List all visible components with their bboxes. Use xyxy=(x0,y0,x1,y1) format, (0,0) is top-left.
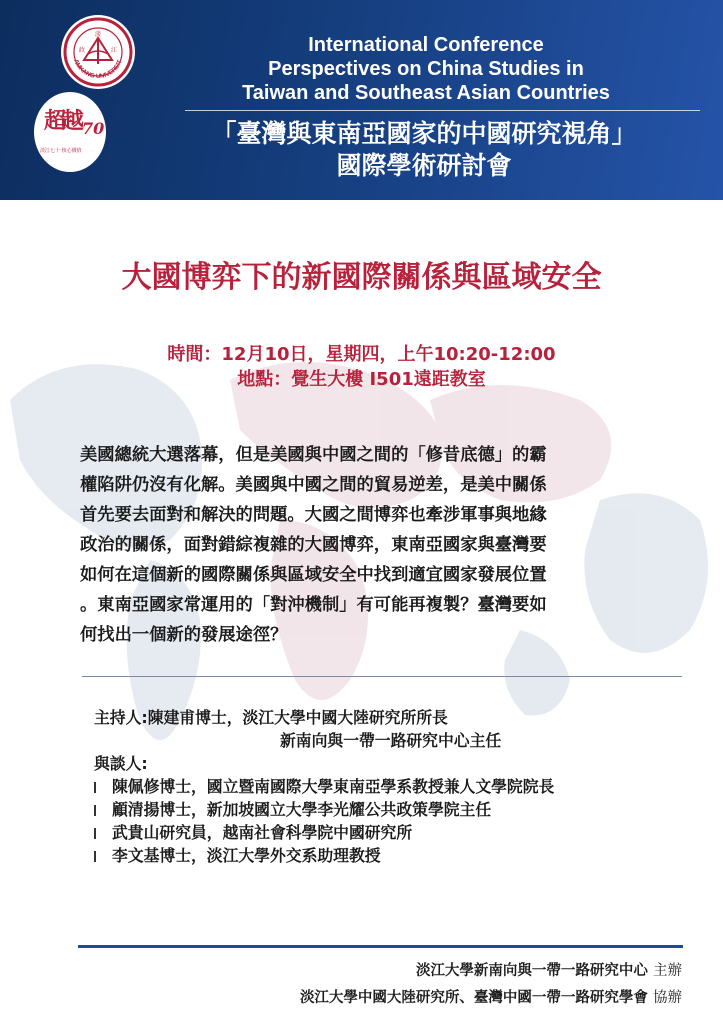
host-line-2: 新南向與一帶一路研究中心主任 xyxy=(280,731,502,750)
chinese-title-line: 國際學術研討會 xyxy=(336,151,512,180)
event-title: 大國博弈下的新國際關係與區域安全 xyxy=(121,260,602,295)
anniv-number: 70 xyxy=(82,119,105,138)
abstract-line: 首先要去面對和解決的問題。大國之間博弈也牽涉軍事與地緣 xyxy=(80,505,547,525)
event-place: 地點：覺生大樓 I501遠距教室 xyxy=(237,369,486,390)
panelist-name: 武貴山研究員，越南社會科學院中國研究所 xyxy=(112,823,413,842)
abstract-line: 何找出一個新的發展途徑？ xyxy=(80,625,288,645)
host-line: 主持人:陳建甫博士，淡江大學中國大陸研究所所長 xyxy=(94,708,448,727)
logo-center-char: 淡 xyxy=(95,31,102,38)
panelist-name: 李文基博士，淡江大學外交系助理教授 xyxy=(112,846,381,865)
abstract-line: 如何在這個新的國際關係與區域安全中找到適宜國家發展位置 xyxy=(80,565,547,585)
panelist-item xyxy=(94,798,694,821)
chinese-title-line: 「臺灣與東南亞國家的中國研究視角」 xyxy=(211,119,637,148)
abstract-paragraph xyxy=(80,440,670,650)
bullet-bar xyxy=(94,805,96,816)
english-title-line: Taiwan and Southeast Asian Countries xyxy=(242,82,610,104)
chinese-title xyxy=(170,118,678,182)
co-organizer-name: 淡江大學中國大陸研究所、臺灣中國一帶一路研究學會 xyxy=(299,990,648,1006)
bullet-bar xyxy=(94,782,96,793)
header-banner xyxy=(0,0,723,200)
panel-heading: 與談人: xyxy=(94,754,148,773)
anniv-chars: 超越 xyxy=(44,108,81,134)
panelist-item xyxy=(94,821,694,844)
anniv-subtitle: 淡江七十‧核心價值 xyxy=(40,148,82,154)
panelist-name: 陳佩修博士，國立暨南國際大學東南亞學系教授兼人文學院院長 xyxy=(112,777,555,796)
english-title xyxy=(200,33,652,105)
english-title-line: Perspectives on China Studies in xyxy=(268,58,584,80)
logo-right-char: 江 xyxy=(111,47,118,54)
section-divider xyxy=(82,676,682,677)
abstract-line: 政治的關係，面對錯綜複雜的大國博弈，東南亞國家與臺灣要 xyxy=(80,535,547,555)
anniversary-logo xyxy=(34,92,124,174)
organizer-role: 主辦 xyxy=(653,963,682,979)
bullet-bar xyxy=(94,828,96,839)
abstract-line: 權陷阱仍沒有化解。美國與中國之間的貿易逆差，是美中關係 xyxy=(80,475,547,495)
abstract-line: 。東南亞國家常運用的「對沖機制」有可能再複製？臺灣要如 xyxy=(80,595,547,615)
panelist-item xyxy=(94,775,694,798)
event-time: 時間：12月10日，星期四，上午10:20-12:00 xyxy=(167,344,556,365)
bullet-bar xyxy=(94,851,96,862)
co-organizer-line xyxy=(300,988,682,1008)
speakers-section xyxy=(94,706,694,867)
panelist-name: 顧清揚博士，新加坡國立大學李光耀公共政策學院主任 xyxy=(112,800,492,819)
panelist-item xyxy=(94,844,694,867)
logo-ring-text: AMKANG UNIVERSIT xyxy=(72,58,124,81)
organizer-line xyxy=(416,961,682,981)
organizer-name: 淡江大學新南向與一帶一路研究中心 xyxy=(415,963,648,979)
footer-rule xyxy=(78,945,683,948)
university-logo xyxy=(60,14,136,90)
co-organizer-role: 協辦 xyxy=(653,990,682,1006)
english-title-line: International Conference xyxy=(308,34,544,56)
header-divider xyxy=(185,110,700,111)
abstract-line: 美國總統大選落幕，但是美國與中國之間的「修昔底德」的霸 xyxy=(80,445,547,465)
logo-left-char: 政 xyxy=(79,47,86,54)
